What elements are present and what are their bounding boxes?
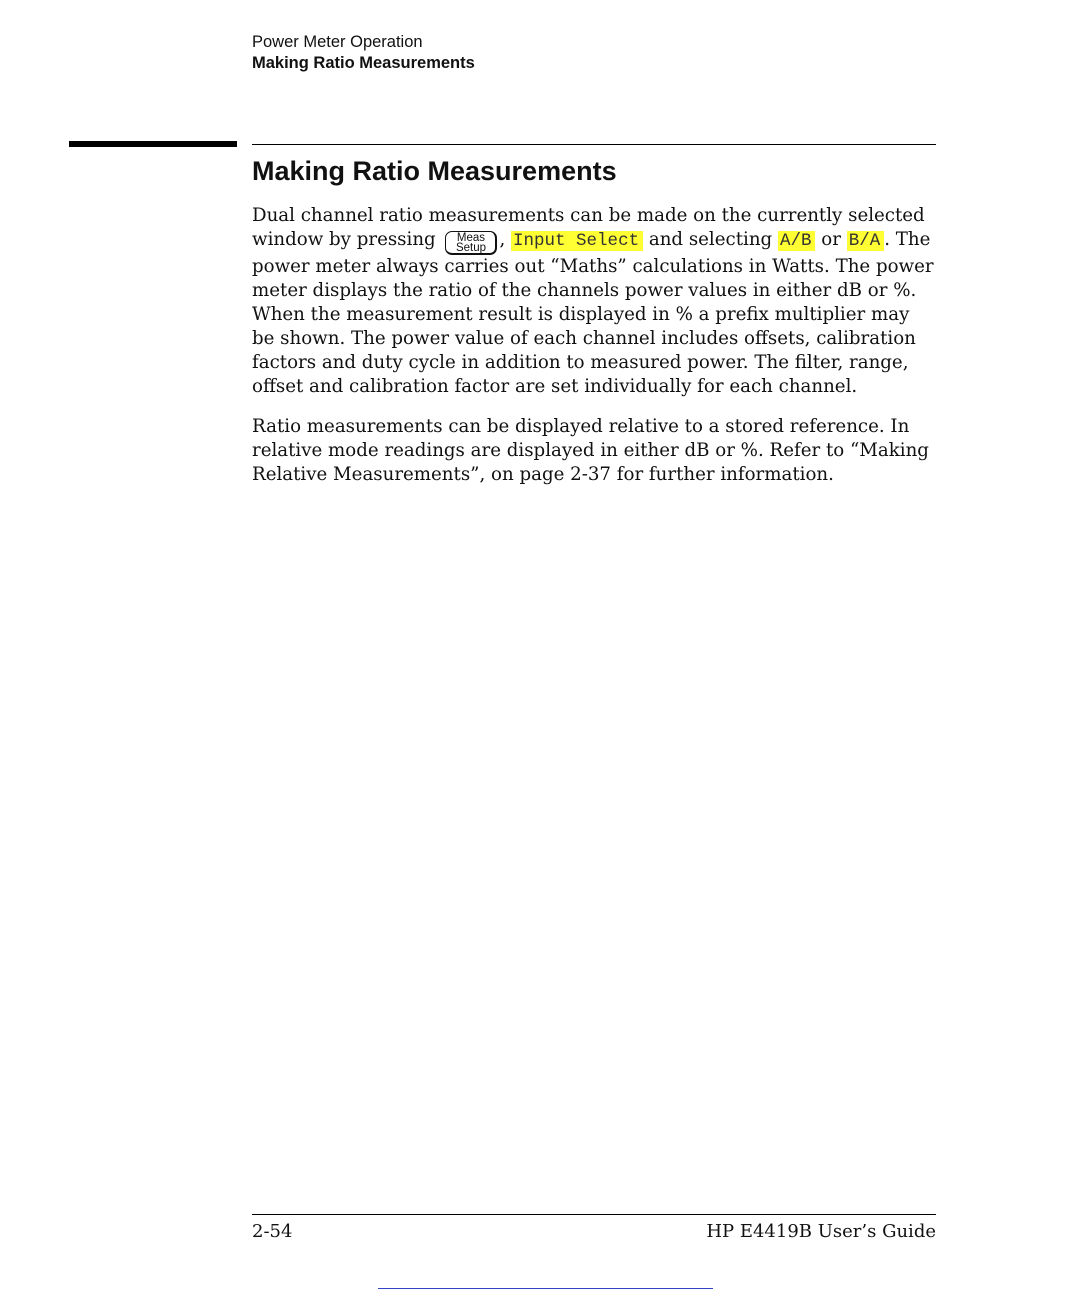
- paragraph-1-rest: . The power meter always carries out “Maths” calculations in Watts. The power meter displays the ratio of the channels power values in either dB or %. When the measurement result is displayed in % a prefix multiplier may be shown. The power value of each channel includes offsets, calibration factors and duty cycle in addition to measured power. The filter, range, offset and calibration factor are set individually for each channel.: [252, 229, 934, 397]
- heading-rule: [252, 144, 936, 145]
- or-text: or: [815, 229, 847, 250]
- input-select-softkey: Input Select: [511, 231, 643, 251]
- guide-title: HP E4419B User’s Guide: [706, 1221, 936, 1242]
- meas-setup-key-line1: Meas: [456, 231, 486, 244]
- and-selecting-text: and selecting: [643, 229, 778, 250]
- paragraph-1: [252, 204, 936, 399]
- body-text: [252, 204, 936, 503]
- page-title: Making Ratio Measurements: [252, 156, 617, 186]
- running-head-subsection: Making Ratio Measurements: [252, 54, 475, 72]
- comma-text: ,: [499, 229, 512, 250]
- page-number: 2-54: [252, 1221, 293, 1242]
- ba-softkey: B/A: [847, 231, 885, 251]
- meas-setup-key-line2: Setup: [455, 242, 486, 254]
- meas-setup-key: [445, 231, 497, 255]
- paragraph-1-intro: Dual channel ratio measurements can be made on the currently selected window by pressing: [252, 205, 925, 250]
- bottom-link-underline[interactable]: [378, 1288, 713, 1289]
- running-head: [252, 32, 475, 74]
- footer-rule: [252, 1214, 936, 1215]
- paragraph-2: Ratio measurements can be displayed relative to a stored reference. In relative mode readings are displayed in either dB or %. Refer to “Making Relative Measurements”, on page 2-37 for further information.: [252, 415, 929, 485]
- section-marker-rule: [69, 141, 237, 147]
- ab-softkey: A/B: [778, 231, 816, 251]
- running-head-section: Power Meter Operation: [252, 33, 423, 51]
